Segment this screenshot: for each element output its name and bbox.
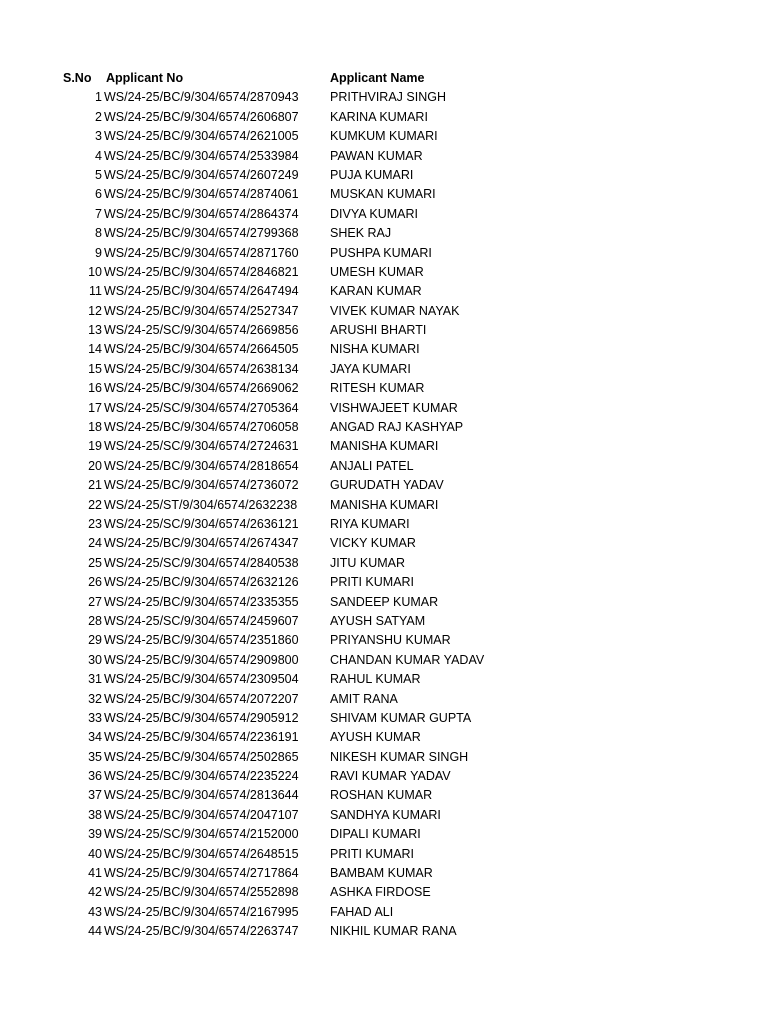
table-row xyxy=(0,864,768,883)
cell-sno: 33 xyxy=(88,710,102,725)
cell-applicant-name: KARINA KUMARI xyxy=(330,109,428,124)
cell-applicant-name: VISHWAJEET KUMAR xyxy=(330,400,458,415)
cell-applicant-name: ROSHAN KUMAR xyxy=(330,788,433,803)
table-row xyxy=(0,496,768,515)
cell-sno: 29 xyxy=(88,633,102,648)
cell-applicant-name: MANISHA KUMARI xyxy=(330,497,439,512)
table-row xyxy=(0,147,768,166)
cell-applicant-no: WS/24-25/BC/9/304/6574/2647494 xyxy=(104,284,299,299)
cell-applicant-no: WS/24-25/BC/9/304/6574/2706058 xyxy=(104,420,299,435)
cell-sno: 1 xyxy=(95,90,102,105)
cell-applicant-name: PRIYANSHU KUMAR xyxy=(330,633,451,648)
cell-applicant-no: WS/24-25/BC/9/304/6574/2871760 xyxy=(104,245,299,260)
cell-applicant-name: RAVI KUMAR YADAV xyxy=(330,769,451,784)
table-row xyxy=(0,379,768,398)
cell-sno: 26 xyxy=(88,575,102,590)
cell-applicant-name: RAHUL KUMAR xyxy=(330,672,421,687)
cell-applicant-no: WS/24-25/BC/9/304/6574/2664505 xyxy=(104,342,299,357)
cell-sno: 6 xyxy=(95,187,102,202)
cell-applicant-no: WS/24-25/BC/9/304/6574/2309504 xyxy=(104,672,299,687)
cell-sno: 19 xyxy=(88,439,102,454)
cell-applicant-no: WS/24-25/BC/9/304/6574/2527347 xyxy=(104,303,299,318)
cell-sno: 36 xyxy=(88,769,102,784)
table-row xyxy=(0,88,768,107)
cell-sno: 31 xyxy=(88,672,102,687)
table-row xyxy=(0,166,768,185)
cell-sno: 10 xyxy=(88,264,102,279)
cell-applicant-no: WS/24-25/BC/9/304/6574/2533984 xyxy=(104,148,299,163)
cell-applicant-name: PRITHVIRAJ SINGH xyxy=(330,90,446,105)
cell-applicant-no: WS/24-25/SC/9/304/6574/2459607 xyxy=(104,613,299,628)
table-row xyxy=(0,670,768,689)
cell-applicant-name: ASHKA FIRDOSE xyxy=(330,885,431,900)
cell-sno: 8 xyxy=(95,226,102,241)
cell-applicant-no: WS/24-25/BC/9/304/6574/2864374 xyxy=(104,206,299,221)
cell-applicant-name: AMIT RANA xyxy=(330,691,398,706)
table-row xyxy=(0,224,768,243)
table-row xyxy=(0,593,768,612)
cell-applicant-name: DIPALI KUMARI xyxy=(330,827,421,842)
cell-applicant-name: RITESH KUMAR xyxy=(330,381,425,396)
cell-applicant-no: WS/24-25/SC/9/304/6574/2152000 xyxy=(104,827,299,842)
cell-applicant-name: PRITI KUMARI xyxy=(330,575,415,590)
cell-applicant-name: PRITI KUMARI xyxy=(330,846,415,861)
cell-applicant-name: ARUSHI BHARTI xyxy=(330,323,427,338)
table-row xyxy=(0,418,768,437)
cell-sno: 5 xyxy=(95,167,102,182)
cell-applicant-no: WS/24-25/BC/9/304/6574/2909800 xyxy=(104,652,299,667)
applicant-table xyxy=(0,69,768,942)
table-row xyxy=(0,922,768,941)
cell-applicant-no: WS/24-25/BC/9/304/6574/2236191 xyxy=(104,730,299,745)
table-row xyxy=(0,573,768,592)
table-row xyxy=(0,554,768,573)
cell-sno: 2 xyxy=(95,109,102,124)
cell-applicant-no: WS/24-25/BC/9/304/6574/2818654 xyxy=(104,458,299,473)
cell-sno: 42 xyxy=(88,885,102,900)
cell-sno: 4 xyxy=(95,148,102,163)
table-row xyxy=(0,806,768,825)
cell-applicant-name: FAHAD ALI xyxy=(330,904,394,919)
cell-applicant-name: NISHA KUMARI xyxy=(330,342,420,357)
cell-sno: 28 xyxy=(88,613,102,628)
cell-applicant-no: WS/24-25/BC/9/304/6574/2813644 xyxy=(104,788,299,803)
table-row xyxy=(0,534,768,553)
cell-sno: 39 xyxy=(88,827,102,842)
table-row xyxy=(0,263,768,282)
table-row xyxy=(0,709,768,728)
cell-applicant-name: MANISHA KUMARI xyxy=(330,439,439,454)
cell-applicant-name: PUJA KUMARI xyxy=(330,167,414,182)
table-row xyxy=(0,612,768,631)
cell-applicant-name: JITU KUMAR xyxy=(330,555,405,570)
table-row xyxy=(0,340,768,359)
table-row xyxy=(0,903,768,922)
table-row xyxy=(0,690,768,709)
cell-applicant-name: CHANDAN KUMAR YADAV xyxy=(330,652,485,667)
cell-applicant-name: ANJALI PATEL xyxy=(330,458,414,473)
cell-applicant-name: VICKY KUMAR xyxy=(330,536,416,551)
table-body xyxy=(0,88,768,941)
cell-sno: 35 xyxy=(88,749,102,764)
cell-applicant-name: AYUSH SATYAM xyxy=(330,613,426,628)
cell-applicant-no: WS/24-25/BC/9/304/6574/2263747 xyxy=(104,924,299,939)
cell-applicant-no: WS/24-25/BC/9/304/6574/2235224 xyxy=(104,769,299,784)
cell-sno: 20 xyxy=(88,458,102,473)
cell-applicant-name: NIKHIL KUMAR RANA xyxy=(330,924,457,939)
table-row xyxy=(0,302,768,321)
table-row xyxy=(0,767,768,786)
cell-applicant-no: WS/24-25/BC/9/304/6574/2846821 xyxy=(104,264,299,279)
table-row xyxy=(0,883,768,902)
cell-applicant-name: SANDHYA KUMARI xyxy=(330,807,441,822)
header-applicant-name: Applicant Name xyxy=(330,71,425,85)
cell-applicant-no: WS/24-25/BC/9/304/6574/2736072 xyxy=(104,478,299,493)
table-row xyxy=(0,748,768,767)
cell-applicant-no: WS/24-25/BC/9/304/6574/2607249 xyxy=(104,167,299,182)
cell-sno: 38 xyxy=(88,807,102,822)
cell-applicant-name: SHEK RAJ xyxy=(330,226,392,241)
cell-applicant-no: WS/24-25/BC/9/304/6574/2606807 xyxy=(104,109,299,124)
cell-sno: 9 xyxy=(95,245,102,260)
cell-sno: 17 xyxy=(88,400,102,415)
cell-applicant-no: WS/24-25/SC/9/304/6574/2669856 xyxy=(104,323,299,338)
header-applicant-no: Applicant No xyxy=(106,71,184,85)
cell-sno: 3 xyxy=(95,129,102,144)
cell-sno: 30 xyxy=(88,652,102,667)
cell-applicant-no: WS/24-25/BC/9/304/6574/2552898 xyxy=(104,885,299,900)
cell-applicant-no: WS/24-25/BC/9/304/6574/2799368 xyxy=(104,226,299,241)
cell-applicant-name: VIVEK KUMAR NAYAK xyxy=(330,303,460,318)
cell-sno: 21 xyxy=(88,478,102,493)
table-row xyxy=(0,399,768,418)
table-row xyxy=(0,321,768,340)
table-row xyxy=(0,786,768,805)
cell-applicant-name: BAMBAM KUMAR xyxy=(330,866,433,881)
cell-applicant-no: WS/24-25/BC/9/304/6574/2047107 xyxy=(104,807,299,822)
table-row xyxy=(0,108,768,127)
cell-sno: 27 xyxy=(88,594,102,609)
table-row xyxy=(0,360,768,379)
cell-sno: 18 xyxy=(88,420,102,435)
cell-applicant-no: WS/24-25/SC/9/304/6574/2840538 xyxy=(104,555,299,570)
table-row xyxy=(0,825,768,844)
cell-applicant-no: WS/24-25/BC/9/304/6574/2874061 xyxy=(104,187,299,202)
cell-sno: 13 xyxy=(88,323,102,338)
cell-applicant-no: WS/24-25/BC/9/304/6574/2621005 xyxy=(104,129,299,144)
cell-applicant-no: WS/24-25/BC/9/304/6574/2674347 xyxy=(104,536,299,551)
table-row xyxy=(0,631,768,650)
cell-sno: 44 xyxy=(88,924,102,939)
cell-sno: 37 xyxy=(88,788,102,803)
cell-sno: 11 xyxy=(89,284,102,299)
cell-applicant-name: UMESH KUMAR xyxy=(330,264,424,279)
cell-sno: 32 xyxy=(88,691,102,706)
table-row xyxy=(0,651,768,670)
cell-sno: 41 xyxy=(88,866,102,881)
cell-applicant-name: SHIVAM KUMAR GUPTA xyxy=(330,710,472,725)
cell-applicant-name: NIKESH KUMAR SINGH xyxy=(330,749,469,764)
cell-applicant-no: WS/24-25/BC/9/304/6574/2632126 xyxy=(104,575,299,590)
cell-sno: 22 xyxy=(88,497,102,512)
cell-applicant-name: KUMKUM KUMARI xyxy=(330,129,438,144)
table-row xyxy=(0,282,768,301)
cell-applicant-no: WS/24-25/BC/9/304/6574/2335355 xyxy=(104,594,299,609)
cell-applicant-name: PUSHPA KUMARI xyxy=(330,245,432,260)
cell-sno: 43 xyxy=(88,904,102,919)
cell-sno: 12 xyxy=(88,303,102,318)
cell-applicant-name: DIVYA KUMARI xyxy=(330,206,418,221)
cell-applicant-name: SANDEEP KUMAR xyxy=(330,594,439,609)
table-row xyxy=(0,476,768,495)
cell-sno: 40 xyxy=(88,846,102,861)
table-row xyxy=(0,728,768,747)
cell-applicant-no: WS/24-25/ST/9/304/6574/2632238 xyxy=(104,497,298,512)
table-row xyxy=(0,437,768,456)
cell-applicant-name: JAYA KUMARI xyxy=(330,361,411,376)
table-row xyxy=(0,457,768,476)
cell-applicant-no: WS/24-25/BC/9/304/6574/2648515 xyxy=(104,846,299,861)
table-row xyxy=(0,185,768,204)
table-row xyxy=(0,515,768,534)
header-sno: S.No xyxy=(63,71,92,85)
table-row xyxy=(0,845,768,864)
cell-sno: 16 xyxy=(88,381,102,396)
table-row xyxy=(0,205,768,224)
cell-applicant-name: MUSKAN KUMARI xyxy=(330,187,436,202)
cell-applicant-no: WS/24-25/SC/9/304/6574/2705364 xyxy=(104,400,299,415)
cell-applicant-name: ANGAD RAJ KASHYAP xyxy=(330,420,464,435)
cell-applicant-name: PAWAN KUMAR xyxy=(330,148,423,163)
table-row xyxy=(0,127,768,146)
cell-applicant-no: WS/24-25/BC/9/304/6574/2870943 xyxy=(104,90,299,105)
cell-applicant-no: WS/24-25/BC/9/304/6574/2502865 xyxy=(104,749,299,764)
cell-applicant-no: WS/24-25/BC/9/304/6574/2638134 xyxy=(104,361,299,376)
cell-applicant-name: KARAN KUMAR xyxy=(330,284,422,299)
cell-sno: 7 xyxy=(95,206,102,221)
cell-sno: 14 xyxy=(88,342,102,357)
cell-sno: 25 xyxy=(88,555,102,570)
cell-applicant-no: WS/24-25/BC/9/304/6574/2167995 xyxy=(104,904,299,919)
table-row xyxy=(0,244,768,263)
cell-applicant-name: AYUSH KUMAR xyxy=(330,730,421,745)
cell-applicant-no: WS/24-25/BC/9/304/6574/2072207 xyxy=(104,691,299,706)
cell-applicant-no: WS/24-25/BC/9/304/6574/2717864 xyxy=(104,866,299,881)
cell-applicant-name: RIYA KUMARI xyxy=(330,516,410,531)
cell-applicant-no: WS/24-25/SC/9/304/6574/2636121 xyxy=(104,516,299,531)
cell-sno: 23 xyxy=(88,516,102,531)
table-header xyxy=(0,69,768,88)
cell-sno: 34 xyxy=(88,730,102,745)
cell-applicant-no: WS/24-25/BC/9/304/6574/2351860 xyxy=(104,633,299,648)
cell-applicant-no: WS/24-25/BC/9/304/6574/2905912 xyxy=(104,710,299,725)
cell-sno: 24 xyxy=(88,536,102,551)
cell-applicant-no: WS/24-25/BC/9/304/6574/2669062 xyxy=(104,381,299,396)
cell-applicant-no: WS/24-25/SC/9/304/6574/2724631 xyxy=(104,439,299,454)
cell-applicant-name: GURUDATH YADAV xyxy=(330,478,444,493)
cell-sno: 15 xyxy=(88,361,102,376)
